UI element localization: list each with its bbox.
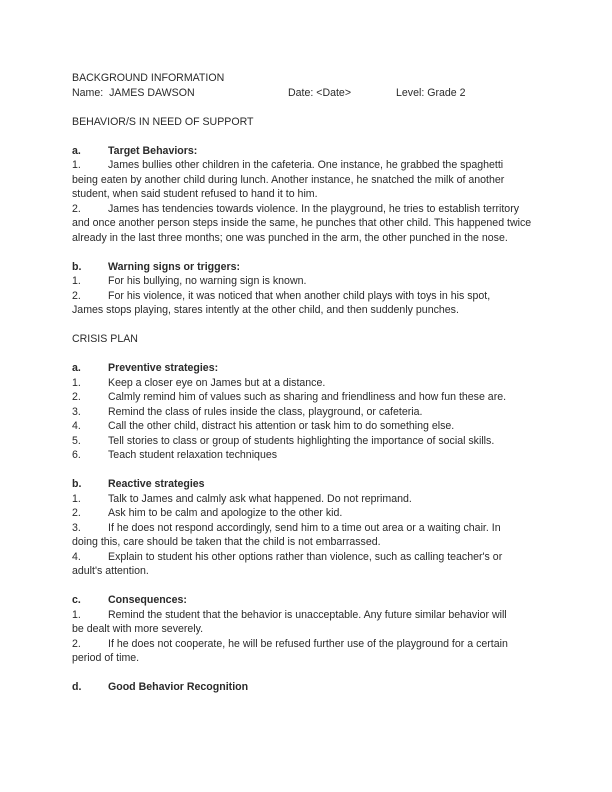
item-lead: James has tendencies towards violence. In the playground, he tries to establish territory bbox=[108, 202, 520, 215]
behaviors-heading: BEHAVIOR/S IN NEED OF SUPPORT bbox=[72, 115, 254, 128]
name-label: Name: bbox=[72, 86, 104, 99]
item-lead: Remind the student that the behavior is unacceptable. Any future similar behavior will bbox=[108, 608, 507, 621]
item-rest: being eaten by another child during lunch. Another instance, he snatched the milk of another student, when said student refused to hand it to him. bbox=[72, 173, 505, 200]
item-lead: If he does not respond accordingly, send him to a time out area or a waiting chair. In bbox=[108, 521, 501, 534]
item-lead: Keep a closer eye on James but at a distance. bbox=[108, 376, 326, 389]
reactive-item-1 bbox=[72, 492, 544, 507]
preventive-item-4 bbox=[72, 419, 544, 434]
warning-item-2 bbox=[72, 289, 544, 318]
item-number: 6. bbox=[72, 449, 81, 461]
consequences-heading bbox=[72, 593, 544, 608]
item-lead: Remind the class of rules inside the class, playground, or cafeteria. bbox=[108, 405, 423, 418]
section-title: Warning signs or triggers: bbox=[108, 260, 241, 273]
target-behavior-2 bbox=[72, 202, 544, 246]
section-title: Good Behavior Recognition bbox=[108, 681, 249, 693]
preventive-item-2 bbox=[72, 390, 544, 405]
section-title: Target Behaviors: bbox=[108, 144, 198, 157]
section-letter: b. bbox=[72, 260, 82, 273]
section-letter: c. bbox=[72, 594, 81, 606]
name-value: JAMES DAWSON bbox=[109, 86, 195, 99]
item-rest: James stops playing, stares intently at the other child, and then suddenly punches. bbox=[72, 304, 459, 316]
document-page bbox=[72, 71, 544, 695]
section-title: Preventive strategies: bbox=[108, 362, 219, 374]
item-number: 3. bbox=[72, 405, 81, 418]
warning-item-1 bbox=[72, 274, 544, 289]
item-lead: Calmly remind him of values such as sharing and friendliness and how fun these are. bbox=[108, 391, 507, 403]
item-lead: Talk to James and calmly ask what happened. Do not reprimand. bbox=[108, 492, 412, 505]
item-lead: Tell stories to class or group of students highlighting the importance of social skills. bbox=[108, 434, 495, 447]
section-letter: d. bbox=[72, 681, 82, 693]
item-lead: Explain to student his other options rather than violence, such as calling teacher's or bbox=[108, 550, 503, 563]
item-number: 1. bbox=[72, 492, 81, 505]
item-number: 1. bbox=[72, 608, 81, 621]
item-rest: and once another person steps inside the same, he punches that other child. This happened twice already in the last three months; one was punched in the arm, the other punched in the nose. bbox=[72, 217, 532, 244]
item-rest: doing this, care should be taken that the child is not embarrassed. bbox=[72, 536, 381, 548]
item-number: 2. bbox=[72, 637, 81, 650]
item-number: 1. bbox=[72, 275, 81, 287]
item-number: 4. bbox=[72, 550, 81, 563]
item-number: 2. bbox=[72, 507, 81, 519]
item-number: 1. bbox=[72, 159, 81, 171]
item-number: 1. bbox=[72, 376, 81, 389]
item-number: 2. bbox=[72, 391, 81, 403]
reactive-item-4 bbox=[72, 550, 544, 579]
item-number: 2. bbox=[72, 289, 81, 302]
item-lead: If he does not cooperate, he will be refused further use of the playground for a certain bbox=[108, 637, 508, 650]
item-lead: Call the other child, distract his attention or task him to do something else. bbox=[108, 420, 455, 432]
item-rest: period of time. bbox=[72, 652, 140, 664]
item-number: 4. bbox=[72, 420, 81, 432]
section-letter: b. bbox=[72, 478, 82, 490]
item-lead: For his violence, it was noticed that when another child plays with toys in his spot, bbox=[108, 289, 491, 302]
item-lead: James bullies other children in the cafeteria. One instance, he grabbed the spaghetti bbox=[108, 159, 504, 171]
level-field: Level: Grade 2 bbox=[396, 86, 466, 99]
date-field: Date: <Date> bbox=[288, 86, 352, 99]
good-behavior-recognition-heading bbox=[72, 680, 544, 695]
background-heading: BACKGROUND INFORMATION bbox=[72, 72, 225, 84]
item-lead: For his bullying, no warning sign is known. bbox=[108, 275, 307, 287]
reactive-item-3 bbox=[72, 521, 544, 550]
consequence-item-2 bbox=[72, 637, 544, 666]
section-letter: a. bbox=[72, 144, 81, 157]
reactive-item-2 bbox=[72, 506, 544, 521]
name-field bbox=[72, 86, 195, 101]
item-lead: Ask him to be calm and apologize to the other kid. bbox=[108, 507, 343, 519]
crisis-plan-heading: CRISIS PLAN bbox=[72, 333, 138, 345]
reactive-strategies-heading bbox=[72, 477, 544, 492]
preventive-item-1 bbox=[72, 376, 544, 391]
item-number: 2. bbox=[72, 202, 81, 215]
preventive-item-3 bbox=[72, 405, 544, 420]
student-info-line bbox=[72, 86, 544, 101]
item-number: 3. bbox=[72, 521, 81, 534]
target-behaviors-heading bbox=[72, 144, 544, 159]
preventive-item-6 bbox=[72, 448, 544, 463]
preventive-item-5 bbox=[72, 434, 544, 449]
item-rest: adult's attention. bbox=[72, 565, 149, 577]
item-rest: be dealt with more severely. bbox=[72, 623, 204, 635]
section-title: Consequences: bbox=[108, 594, 187, 606]
section-letter: a. bbox=[72, 362, 81, 374]
preventive-strategies-heading bbox=[72, 361, 544, 376]
item-lead: Teach student relaxation techniques bbox=[108, 449, 278, 461]
section-title: Reactive strategies bbox=[108, 478, 205, 490]
item-number: 5. bbox=[72, 434, 81, 447]
warning-signs-heading bbox=[72, 260, 544, 275]
target-behavior-1 bbox=[72, 158, 544, 202]
consequence-item-1 bbox=[72, 608, 544, 637]
